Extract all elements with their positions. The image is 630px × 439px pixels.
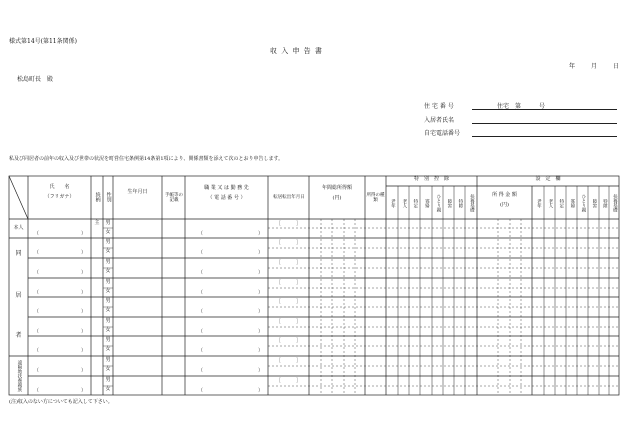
tel-open: （ (198, 388, 204, 394)
name-kana-close: ） (81, 388, 87, 394)
tel-open: （ (198, 250, 204, 256)
tel-close: ） (258, 329, 264, 335)
moved-bracket-open: ［ (276, 358, 282, 364)
moved-bracket-open: ［ (276, 319, 282, 325)
row-group-cohabitant: 同 (15, 249, 22, 257)
tel-close: ） (258, 231, 264, 237)
tel-open: （ (198, 368, 204, 374)
moved-bracket-open: ［ (276, 260, 282, 266)
tel-close: ） (258, 270, 264, 276)
tel-close: ） (258, 290, 264, 296)
moved-bracket-open: ［ (276, 240, 282, 246)
name-kana-open: （ (34, 231, 40, 237)
moved-bracket-close: ］ (296, 378, 302, 384)
name-kana-open: （ (34, 270, 40, 276)
header-moved-date: 転居転出年月日 (273, 194, 305, 200)
intro-text: 私及び同居者の前年の収入及び世帯の状況を町営住宅条例第14条第1項により、関係書類を添えて次のとおり申告します。 (9, 156, 284, 162)
header-sex: 性別 (105, 192, 112, 202)
header-special-deduction: 特 別 控 除 (413, 176, 449, 182)
date-month: 月 (591, 63, 598, 70)
sex-male: 男 (105, 356, 111, 363)
sex-female: 女 (105, 307, 111, 314)
header-deduction-col: 老年 (390, 198, 396, 208)
header-deduction-col: 特障 (457, 198, 463, 208)
row-group-cohabitant: 者 (15, 331, 22, 339)
tel-open: （ (198, 290, 204, 296)
name-kana-close: ） (81, 250, 87, 256)
header-annual-income: 年間総所得額 (321, 185, 352, 191)
header-setting-col: 特障 (602, 198, 608, 208)
header-income-amount: 所 得 金 額 (492, 192, 517, 198)
tel-close: ） (258, 309, 264, 315)
tel-close: ） (258, 388, 264, 394)
header-setting-col: ひとり親 (580, 194, 586, 212)
header-setting-col: 特定 (558, 198, 564, 208)
tel-open: （ (198, 329, 204, 335)
name-kana-close: ） (81, 368, 87, 374)
sex-female: 女 (105, 268, 111, 275)
tel-open: （ (198, 309, 204, 315)
date-year: 年 (569, 63, 576, 70)
sex-female: 女 (105, 248, 111, 255)
header-income-type: 所得の種類 (366, 193, 385, 203)
header-occupation-tel: （ 電 話 番 号 ） (207, 195, 246, 201)
moved-bracket-open: ［ (276, 221, 282, 227)
sex-female: 女 (105, 327, 111, 334)
name-kana-open: （ (34, 250, 40, 256)
name-kana-close: ） (81, 309, 87, 315)
tel-close: ） (258, 368, 264, 374)
tel-open: （ (198, 270, 204, 276)
moved-bracket-close: ］ (296, 240, 302, 246)
header-setting-col: 老人 (547, 198, 553, 208)
date-day: 日 (613, 63, 620, 70)
header-income-amount-unit: (円) (500, 202, 509, 208)
sex-female: 女 (105, 386, 111, 393)
moved-bracket-close: ］ (296, 319, 302, 325)
sex-male: 男 (105, 336, 111, 343)
moved-bracket-close: ］ (296, 299, 302, 305)
header-notebook: 手帳等の記載 (165, 193, 183, 203)
header-setting-col: 扶養基礎 (612, 194, 618, 212)
self-relation: 主 (94, 220, 100, 227)
sex-male: 男 (105, 376, 111, 383)
name-kana-open: （ (34, 329, 40, 335)
sex-male: 男 (105, 238, 111, 245)
name-kana-close: ） (81, 348, 87, 354)
sex-female: 女 (105, 288, 111, 295)
moved-bracket-close: ］ (296, 358, 302, 364)
row-group-remote: 遠隔地扶養親族 (16, 359, 22, 392)
tel-open: （ (198, 348, 204, 354)
page-title: 収 入 申 告 書 (270, 47, 323, 55)
name-kana-open: （ (34, 290, 40, 296)
header-setting-col: 障害 (591, 198, 597, 208)
header-deduction-col: 老人 (401, 198, 407, 208)
house-no-label: 住 宅 番 号 (424, 103, 454, 110)
header-kana: （フリガナ） (44, 194, 75, 200)
name-kana-open: （ (34, 368, 40, 374)
moved-bracket-open: ［ (276, 280, 282, 286)
tel-close: ） (258, 250, 264, 256)
house-no-value[interactable]: 住宅 第 号 (497, 103, 546, 110)
moved-bracket-open: ［ (276, 338, 282, 344)
header-deduction-col: ひとり親 (435, 194, 441, 212)
name-kana-open: （ (34, 348, 40, 354)
home-phone-label: 自宅電話番号 (424, 130, 461, 137)
header-relation: 続柄 (94, 192, 101, 202)
row-group-self: 本人 (13, 224, 24, 231)
moved-bracket-close: ］ (296, 338, 302, 344)
name-kana-close: ） (81, 290, 87, 296)
sex-male: 男 (105, 219, 111, 226)
moved-bracket-close: ］ (296, 221, 302, 227)
sex-female: 女 (105, 229, 111, 236)
name-kana-close: ） (81, 329, 87, 335)
sex-male: 男 (105, 297, 111, 304)
header-deduction-col: 寡婦 (424, 198, 430, 208)
moved-bracket-close: ］ (296, 260, 302, 266)
header-deduction-col: 特定 (412, 198, 418, 208)
header-setting-col: 老年 (536, 198, 542, 208)
header-settings: 設 定 欄 (535, 176, 561, 182)
header-name: 氏 名 (49, 184, 70, 190)
addressee: 松島町長 殿 (17, 76, 54, 83)
moved-bracket-open: ［ (276, 299, 282, 305)
sex-male: 男 (105, 258, 111, 265)
footnote: (注)収入のない方についても記入して下さい。 (9, 399, 113, 405)
sex-male: 男 (105, 278, 111, 285)
moved-bracket-close: ］ (296, 280, 302, 286)
header-occupation: 職 業 又 は 勤 務 先 (204, 185, 249, 191)
sex-male: 男 (105, 317, 111, 324)
name-kana-close: ） (81, 270, 87, 276)
header-deduction-col: 扶養基礎 (469, 194, 475, 212)
name-kana-open: （ (34, 309, 40, 315)
moved-bracket-open: ［ (276, 378, 282, 384)
header-setting-col: 寡婦 (569, 198, 575, 208)
row-group-cohabitant: 居 (15, 291, 22, 299)
name-kana-close: ） (81, 231, 87, 237)
tel-close: ） (258, 348, 264, 354)
form-label: 様式第14号(第11条関係) (9, 38, 77, 45)
sex-female: 女 (105, 366, 111, 373)
header-annual-income-unit: (円) (332, 195, 342, 201)
sex-female: 女 (105, 346, 111, 353)
tel-open: （ (198, 231, 204, 237)
name-kana-open: （ (34, 388, 40, 394)
header-deduction-col: 障害 (446, 198, 452, 208)
resident-name-label: 入居者氏名 (424, 117, 455, 124)
header-birth: 生年月日 (127, 189, 148, 195)
